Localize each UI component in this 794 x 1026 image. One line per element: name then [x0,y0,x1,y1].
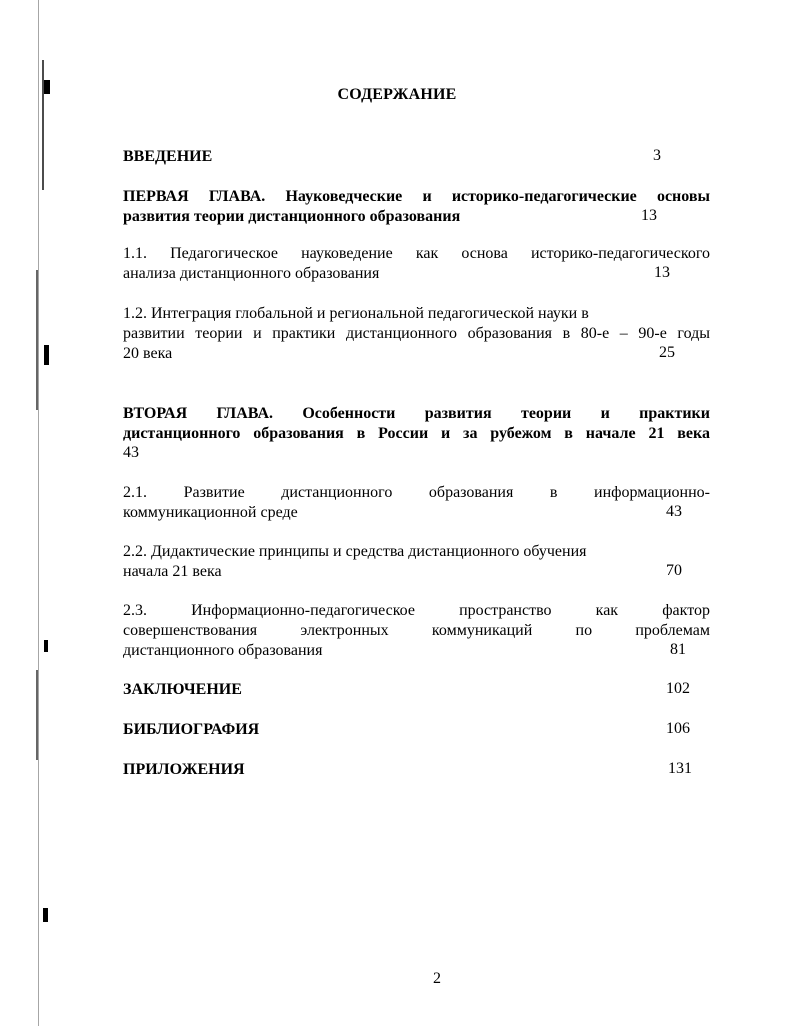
toc-entry-page: 131 [668,760,692,777]
toc-entry-section-2-1[interactable] [123,483,710,523]
toc-entry-page: 43 [123,444,139,461]
toc-entry-page: 102 [666,680,690,697]
toc-entry-text: 2.3. Информационно-педагогическое пространство как фактор [123,602,710,619]
toc-entry-label: ЗАКЛЮЧЕНИЕ [123,681,242,698]
toc-entry-label: ПРИЛОЖЕНИЯ [123,761,245,778]
scan-binding-line [36,670,38,760]
toc-entry-text: 20 века [123,345,173,362]
scan-mark [44,640,48,652]
toc-entry-text: ПЕРВАЯ ГЛАВА. Науковедческие и историко-педагогические основы [123,188,710,205]
toc-entry-text: анализа дистанционного образования [123,265,380,282]
toc-entry-text: ВТОРАЯ ГЛАВА. Особенности развития теории и практики [123,405,710,422]
toc-entry-page: 13 [641,207,657,224]
toc-entry-text: 2.1. Развитие дистанционного образования в информационно- [123,484,710,501]
toc-entry-page: 81 [670,641,686,658]
toc-entry-section-1-2[interactable] [123,304,710,364]
toc-entry-text: коммуникационной среде [123,504,298,521]
toc-title: СОДЕРЖАНИЕ [337,86,457,103]
toc-entry-text: 1.2. Интеграция глобальной и региональной педагогической науки в [123,305,589,322]
toc-entry-page: 43 [666,503,682,520]
toc-entry-page: 13 [654,264,670,281]
toc-entry-conclusion[interactable] [123,680,710,700]
toc-entry-label: ВВЕДЕНИЕ [123,148,213,165]
page-number: 2 [433,970,441,987]
toc-entry-page: 25 [659,344,675,361]
scan-binding-line [36,270,38,410]
toc-entry-text: дистанционного образования [123,642,323,659]
scan-mark [44,345,49,365]
toc-entry-section-2-3[interactable] [123,601,710,661]
toc-entry-page: 106 [666,720,690,737]
toc-entry-page: 70 [666,562,682,579]
toc-entry-page: 3 [653,147,661,164]
scan-mark [43,908,48,922]
toc-entry-text: развития теории дистанционного образования [123,208,461,225]
toc-entry-appendix[interactable] [123,760,710,780]
toc-entry-section-2-2[interactable] [123,542,710,582]
toc-entry-section-1-1[interactable] [123,244,710,284]
toc-entry-text: 2.2. Дидактические принципы и средства дистанционного обучения [123,543,587,560]
toc-entry-chapter-2[interactable] [123,404,710,444]
toc-entry-chapter-1[interactable] [123,187,710,227]
toc-entry-text: совершенствования электронных коммуникаций по проблемам [123,622,710,639]
toc-entry-intro[interactable] [123,147,710,167]
toc-entry-label: БИБЛИОГРАФИЯ [123,721,260,738]
toc-entry-text: развитии теории и практики дистанционного образования в 80-е – 90-е годы [123,325,710,342]
toc-entry-text: начала 21 века [123,563,222,580]
scan-binding-line [38,0,39,1026]
toc-entry-text: 1.1. Педагогическое науковедение как основа историко-педагогического [123,245,710,262]
toc-entry-bibliography[interactable] [123,720,710,740]
toc-entry-text: дистанционного образования в России и за рубежом в начале 21 века [123,425,710,442]
